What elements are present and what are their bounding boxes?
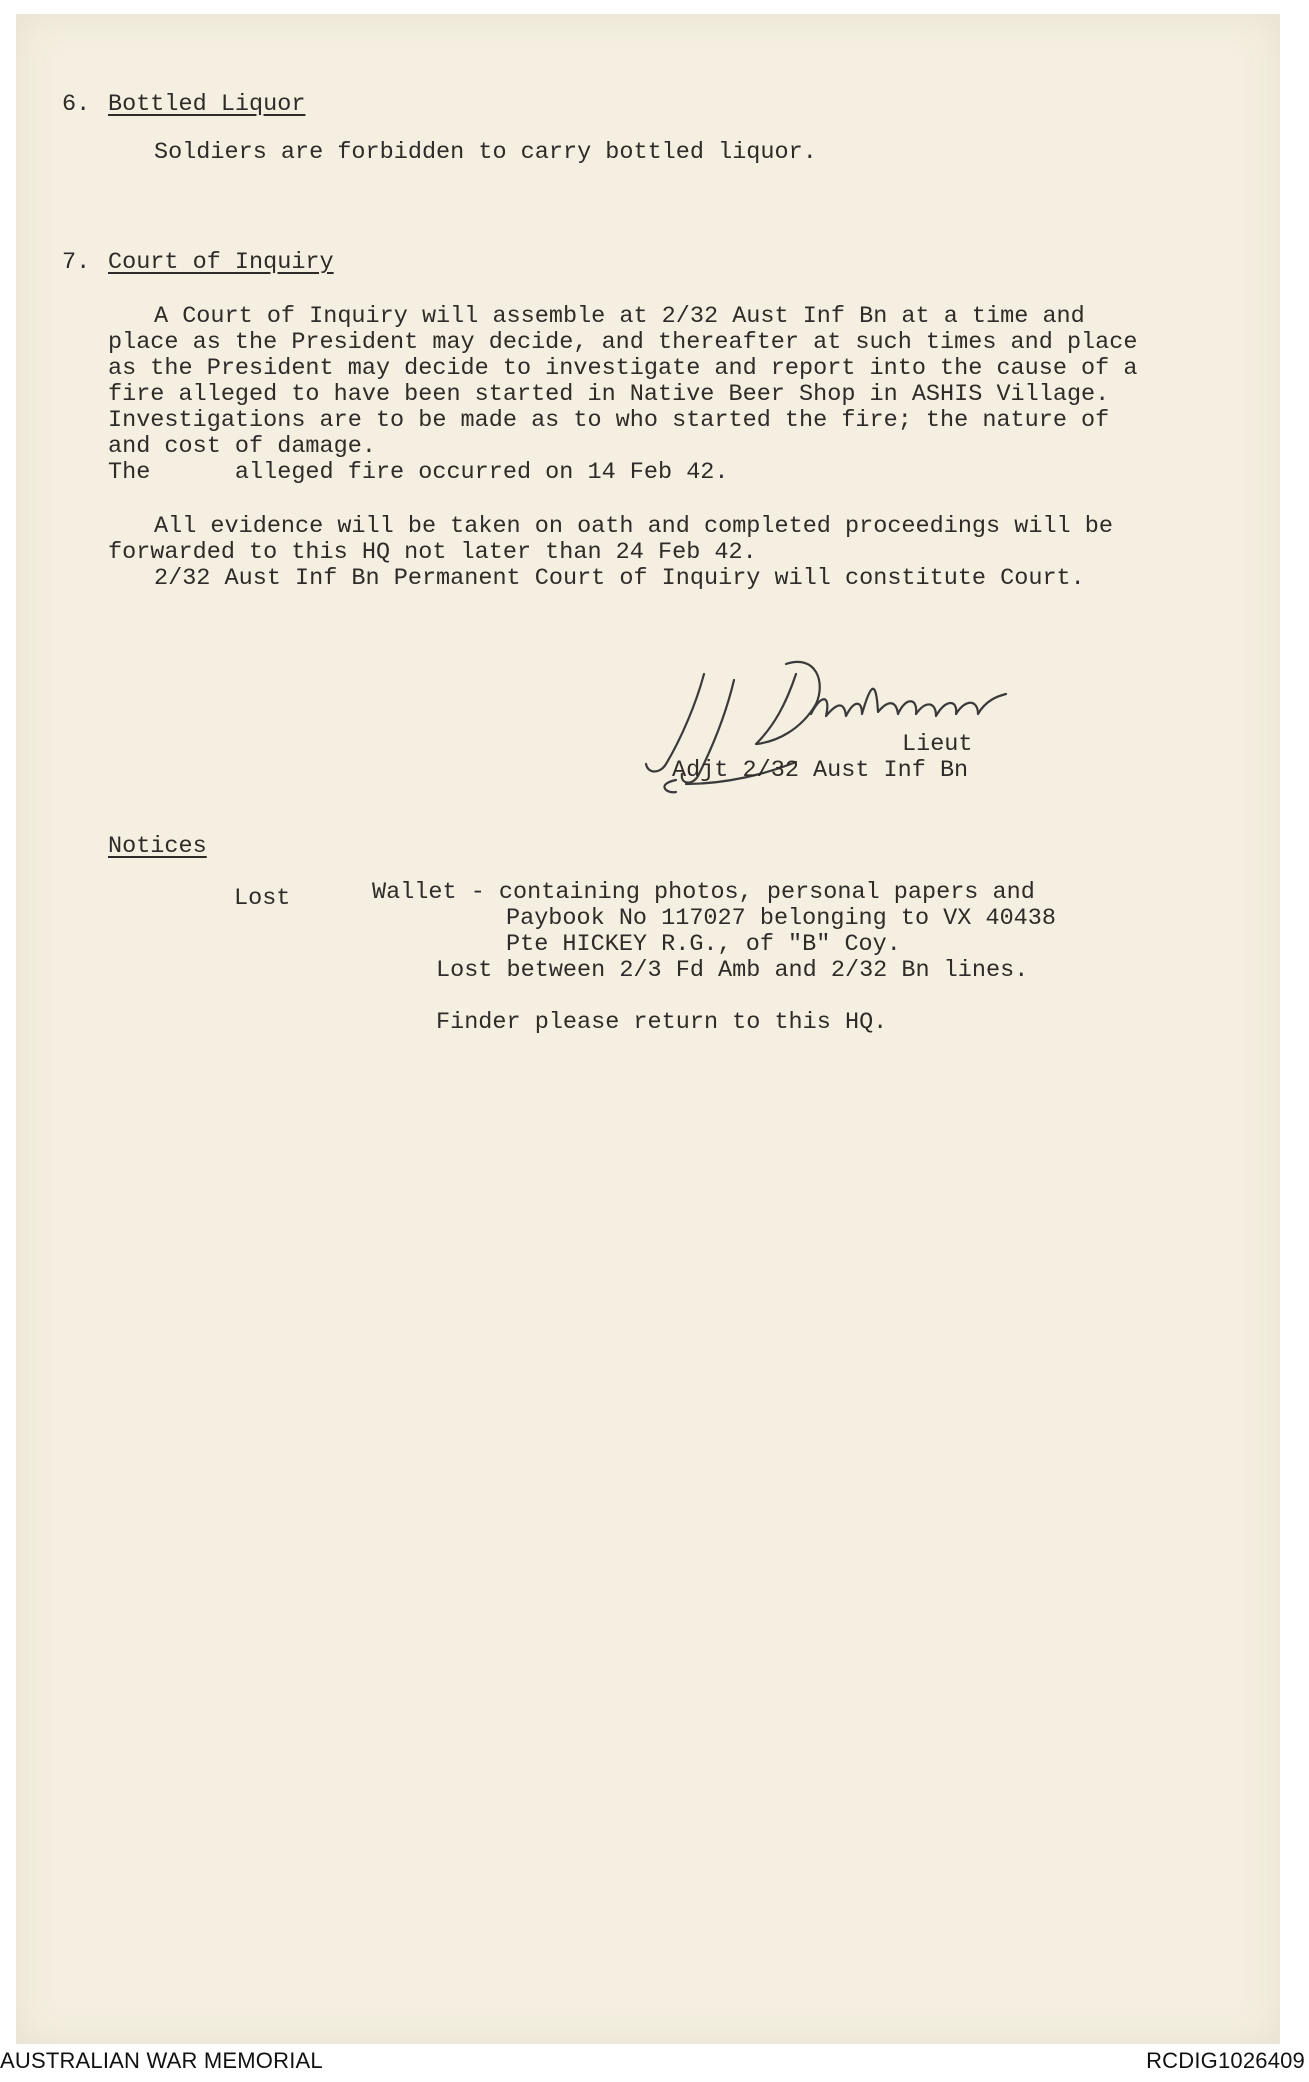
- footer-institution: AUSTRALIAN WAR MEMORIAL: [0, 2048, 323, 2073]
- notice-line: Lost between 2/3 Fd Amb and 2/32 Bn lines.: [436, 957, 1029, 984]
- notice-closing: Finder please return to this HQ.: [436, 1009, 888, 1036]
- section-7-number: 7.: [62, 249, 91, 276]
- notice-line: Paybook No 117027 belonging to VX 40438: [506, 905, 1056, 932]
- section-7-para2-line: 2/32 Aust Inf Bn Permanent Court of Inquiry will constitute Court.: [154, 565, 1085, 592]
- section-7-para1-line: Investigations are to be made as to who started the fire; the nature of: [108, 407, 1110, 434]
- section-7-para2-line: All evidence will be taken on oath and completed proceedings will be: [154, 513, 1113, 540]
- section-7-para1-line: as the President may decide to investigate and report into the cause of a: [108, 355, 1138, 382]
- section-6-number: 6.: [62, 91, 91, 118]
- section-7-heading: Court of Inquiry: [108, 249, 334, 276]
- footer-reference-id: RCDIG1026409: [1146, 2048, 1305, 2073]
- notices-heading: Notices: [108, 833, 207, 860]
- section-7-para1-line: fire alleged to have been started in Native Beer Shop in ASHIS Village.: [108, 381, 1110, 408]
- notice-line: Wallet - containing photos, personal papers and: [372, 879, 1035, 906]
- section-7-para2-line: forwarded to this HQ not later than 24 Feb 42.: [108, 539, 757, 566]
- section-7-para1-line: The alleged fire occurred on 14 Feb 42.: [108, 459, 729, 486]
- section-6-body: Soldiers are forbidden to carry bottled liquor.: [154, 139, 817, 166]
- section-7-para1-line: place as the President may decide, and thereafter at such times and place: [108, 329, 1138, 356]
- section-7-para1-line: and cost of damage.: [108, 433, 376, 460]
- notice-line: Pte HICKEY R.G., of "B" Coy.: [506, 931, 901, 958]
- signature-appointment: Adjt 2/32 Aust Inf Bn: [672, 757, 969, 784]
- section-7-para1-line: A Court of Inquiry will assemble at 2/32 Aust Inf Bn at a time and: [154, 303, 1085, 330]
- section-6-heading: Bottled Liquor: [108, 91, 306, 118]
- signature-rank: Lieut: [902, 731, 973, 758]
- document-page: [16, 14, 1280, 2044]
- notice-lost-label: Lost: [234, 885, 291, 912]
